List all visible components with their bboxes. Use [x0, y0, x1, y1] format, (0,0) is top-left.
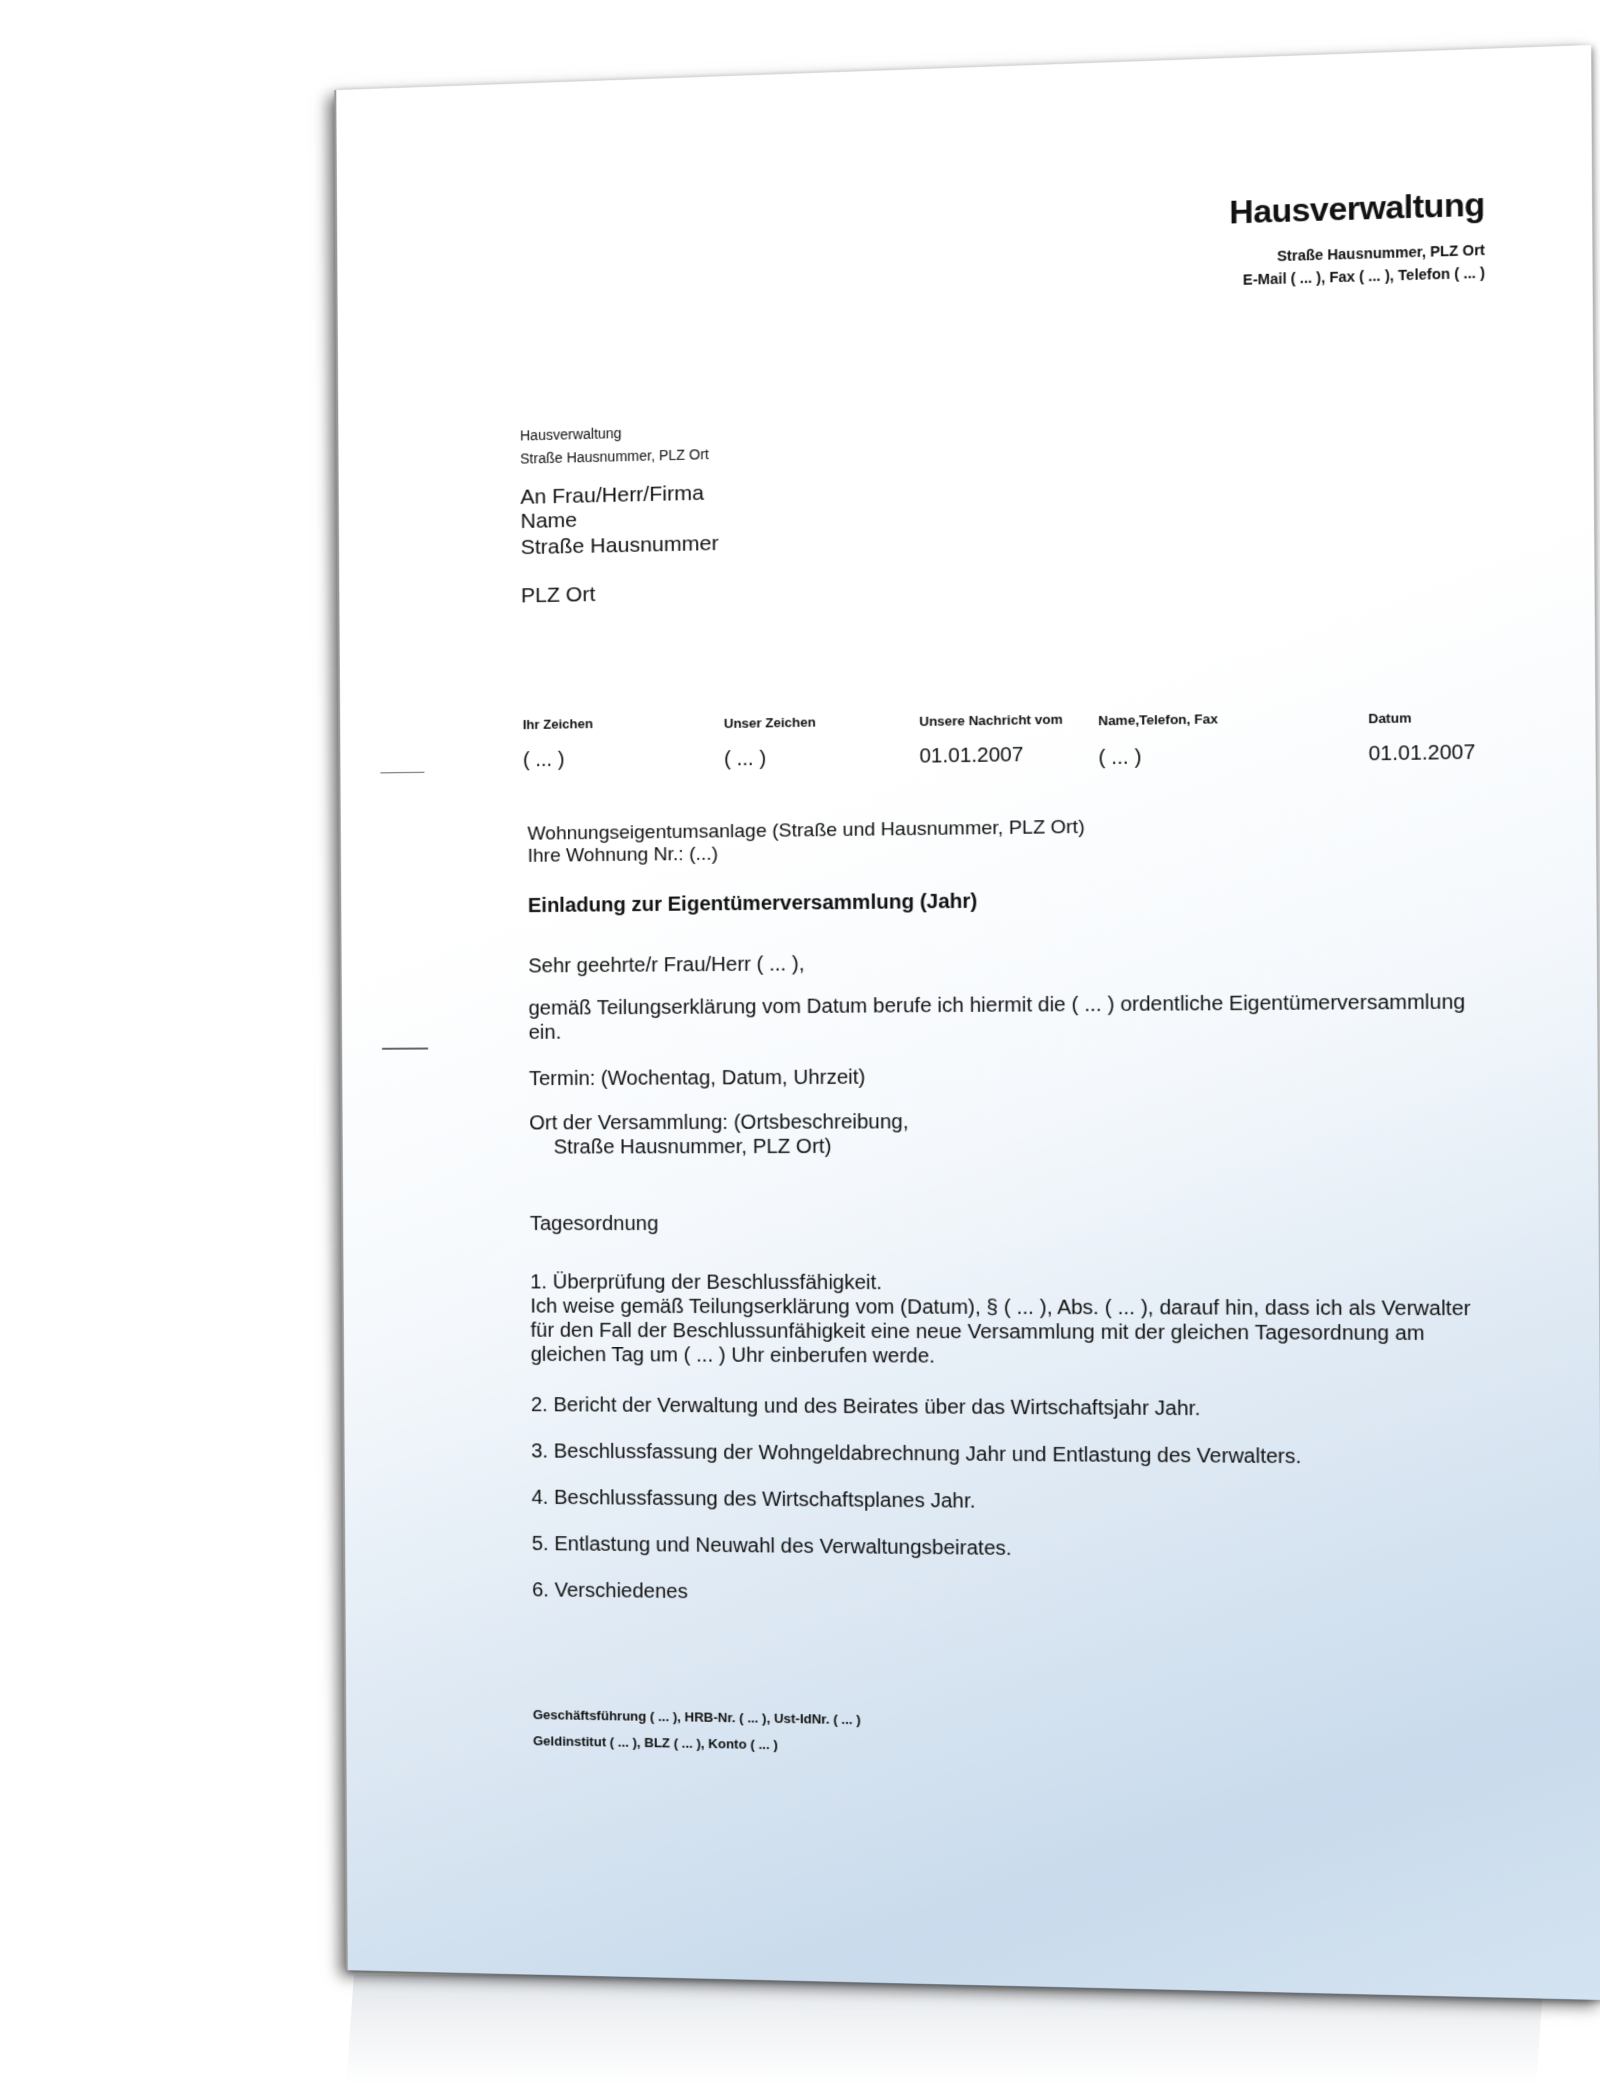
salutation: Sehr geehrte/r Frau/Herr ( ... ),: [528, 953, 805, 978]
ref-datum-value: 01.01.2007: [1368, 741, 1476, 766]
agenda-heading: Tagesordnung: [529, 1212, 659, 1236]
ref-datum-label: Datum: [1368, 710, 1412, 727]
letter-page: [334, 45, 1600, 2000]
ref-unser-zeichen-label: Unser Zeichen: [723, 714, 816, 732]
company-name: Hausverwaltung: [1229, 185, 1485, 231]
ort-line-2: Straße Hausnummer, PLZ Ort): [553, 1135, 832, 1159]
fold-mark-top: [380, 772, 424, 774]
ref-ihr-zeichen-value: ( ... ): [522, 748, 565, 772]
company-contact: E-Mail ( ... ), Fax ( ... ), Telefon ( ... ): [1242, 264, 1486, 288]
sender-address: Straße Hausnummer, PLZ Ort: [520, 445, 709, 467]
sender-name: Hausverwaltung: [519, 424, 622, 444]
letter-subject: Einladung zur Eigentümerversammlung (Jahr): [527, 890, 978, 918]
agenda-item-3: 3. Beschlussfassung der Wohngeldabrechnung Jahr und Entlastung des Verwalters.: [531, 1440, 1302, 1469]
ref-kontakt-label: Name,Telefon, Fax: [1098, 711, 1218, 729]
recipient-line-4: PLZ Ort: [520, 582, 596, 608]
ref-unser-zeichen-value: ( ... ): [724, 747, 767, 771]
agenda-item-1-title: 1. Überprüfung der Beschlussfähigkeit.: [530, 1271, 883, 1295]
agenda-item-2: 2. Bericht der Verwaltung und des Beirates über das Wirtschaftsjahr Jahr.: [530, 1394, 1201, 1421]
object-line-2: Ihre Wohnung Nr.: (...): [527, 843, 719, 867]
footer-line-2: Geldinstitut ( ... ), BLZ ( ... ), Konto ( ... ): [532, 1733, 778, 1753]
ref-nachricht-label: Unsere Nachricht vom: [919, 711, 1063, 730]
recipient-line-2: Name: [520, 508, 578, 534]
agenda-item-1-line-4: gleichen Tag um ( ... ) Uhr einberufen werde.: [530, 1343, 936, 1368]
ref-kontakt-value: ( ... ): [1098, 746, 1142, 770]
recipient-line-3: Straße Hausnummer: [520, 531, 719, 560]
fold-mark-middle: [382, 1048, 428, 1050]
ref-nachricht-value: 01.01.2007: [919, 743, 1024, 768]
agenda-item-4: 4. Beschlussfassung des Wirtschaftsplanes Jahr.: [531, 1486, 976, 1513]
company-address: Straße Hausnummer, PLZ Ort: [1276, 241, 1485, 265]
recipient-line-1: An Frau/Herr/Firma: [520, 481, 704, 509]
footer-line-1: Geschäftsführung ( ... ), HRB-Nr. ( ... ), Ust-IdNr. ( ... ): [532, 1706, 861, 1728]
object-line-1: Wohnungseigentumsanlage (Straße und Hausnummer, PLZ Ort): [527, 816, 1085, 845]
agenda-item-1-line-2: Ich weise gemäß Teilungserklärung vom (Datum), § ( ... ), Abs. ( ... ), darauf hin, dass ich als Verwalter: [530, 1295, 1471, 1321]
intro-line-1: gemäß Teilungserklärung vom Datum berufe ich hiermit die ( ... ) ordentliche Eigentümerversammlung: [528, 991, 1466, 1020]
ort-line-1: Ort der Versammlung: (Ortsbeschreibung,: [529, 1111, 909, 1135]
intro-line-2: ein.: [528, 1021, 562, 1044]
ref-ihr-zeichen-label: Ihr Zeichen: [522, 715, 593, 733]
termin-line: Termin: (Wochentag, Datum, Uhrzeit): [528, 1066, 866, 1091]
agenda-item-6: 6. Verschiedenes: [532, 1579, 688, 1604]
agenda-item-1-line-3: für den Fall der Beschlussunfähigkeit eine neue Versammlung mit der gleichen Tagesordnung am: [530, 1319, 1425, 1346]
agenda-item-5: 5. Entlastung und Neuwahl des Verwaltungsbeirates.: [531, 1532, 1012, 1561]
